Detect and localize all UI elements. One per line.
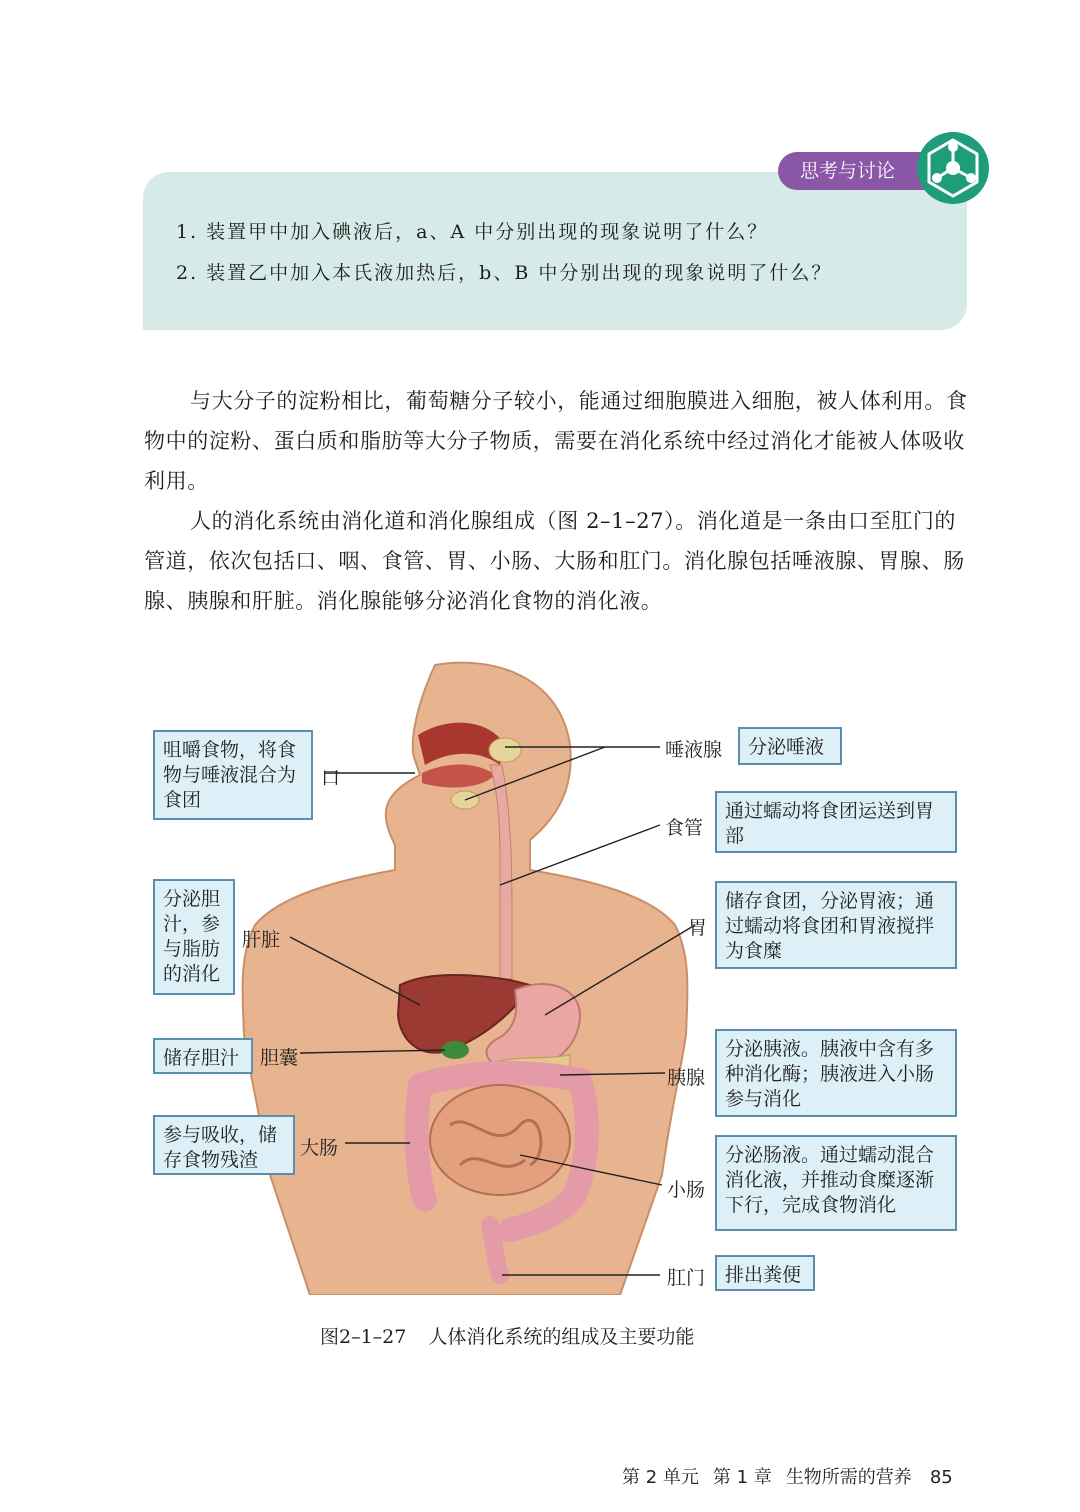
page-number: 85 — [929, 1467, 953, 1488]
callout-anus: 排出粪便 — [715, 1255, 815, 1291]
callout-gallbladder: 储存胆汁 — [153, 1038, 253, 1074]
discussion-tab: 思考与讨论 — [778, 152, 928, 190]
callout-small-intestine: 分泌肠液。通过蠕动混合消化液，并推动食糜逐渐下行，完成食物消化 — [715, 1135, 957, 1231]
page-footer — [622, 1463, 953, 1489]
question-1: 1. 装置甲中加入碘液后，a、A 中分别出现的现象说明了什么？ — [176, 221, 769, 243]
molecule-icon — [916, 131, 990, 205]
callout-stomach: 储存食团，分泌胃液；通过蠕动将食团和胃液搅拌为食糜 — [715, 881, 957, 969]
label-pancreas: 胰腺 — [667, 1067, 706, 1089]
label-small-intestine: 小肠 — [667, 1179, 706, 1201]
caption-text: 人体消化系统的组成及主要功能 — [428, 1326, 695, 1348]
rectum-shape — [490, 1225, 500, 1275]
callout-pancreas: 分泌胰液。胰液中含有多种消化酶；胰液进入小肠参与消化 — [715, 1029, 957, 1117]
footer-unit: 第 2 单元 — [622, 1467, 699, 1488]
label-anus: 肛门 — [667, 1267, 706, 1289]
callout-esophagus: 通过蠕动将食团运送到胃部 — [715, 791, 957, 853]
label-gallbladder: 胆囊 — [260, 1047, 299, 1069]
paragraph-2-text: 人的消化系统由消化道和消化腺组成（图 2–1–27）。消化道是一条由口至肛门的管道，依次包括口、咽、食管、胃、小肠、大肠和肛门。消化腺包括唾液腺、胃腺、肠腺、胰腺和肝脏。消化腺能够分泌消化食物的消化液。 — [144, 509, 965, 613]
label-mouth: 口 — [321, 767, 341, 789]
label-salivary-gland: 唾液腺 — [665, 739, 723, 761]
label-esophagus: 食管 — [665, 817, 704, 839]
caption-number: 图2–1–27 — [320, 1326, 407, 1348]
gallbladder-shape — [441, 1041, 469, 1059]
figure-caption — [320, 1322, 694, 1349]
paragraph-1-text: 与大分子的淀粉相比，葡萄糖分子较小，能通过细胞膜进入细胞，被人体利用。食物中的淀粉、蛋白质和脂肪等大分子物质，需要在消化系统中经过消化才能被人体吸收利用。 — [144, 389, 968, 493]
small-intestine-shape — [430, 1085, 570, 1195]
footer-chapter-title: 生物所需的营养 — [785, 1467, 912, 1488]
callout-salivary-gland: 分泌唾液 — [738, 727, 842, 765]
label-liver: 肝脏 — [242, 929, 281, 951]
salivary-gland-shape — [489, 738, 521, 762]
question-2: 2. 装置乙中加入本氏液加热后，b、B 中分别出现的现象说明了什么？ — [176, 262, 833, 284]
paragraph-1 — [144, 381, 974, 501]
footer-chapter: 第 1 章 — [712, 1467, 772, 1488]
callout-liver: 分泌胆汁，参与脂肪的消化 — [153, 879, 235, 995]
callout-large-intestine: 参与吸收，储存食物残渣 — [153, 1115, 295, 1175]
paragraph-2 — [144, 501, 974, 621]
callout-mouth: 咀嚼食物，将食物与唾液混合为食团 — [153, 730, 313, 820]
discussion-box — [143, 172, 967, 330]
digestive-system-figure — [150, 655, 970, 1295]
label-stomach: 胃 — [688, 917, 708, 939]
label-large-intestine: 大肠 — [300, 1137, 339, 1159]
